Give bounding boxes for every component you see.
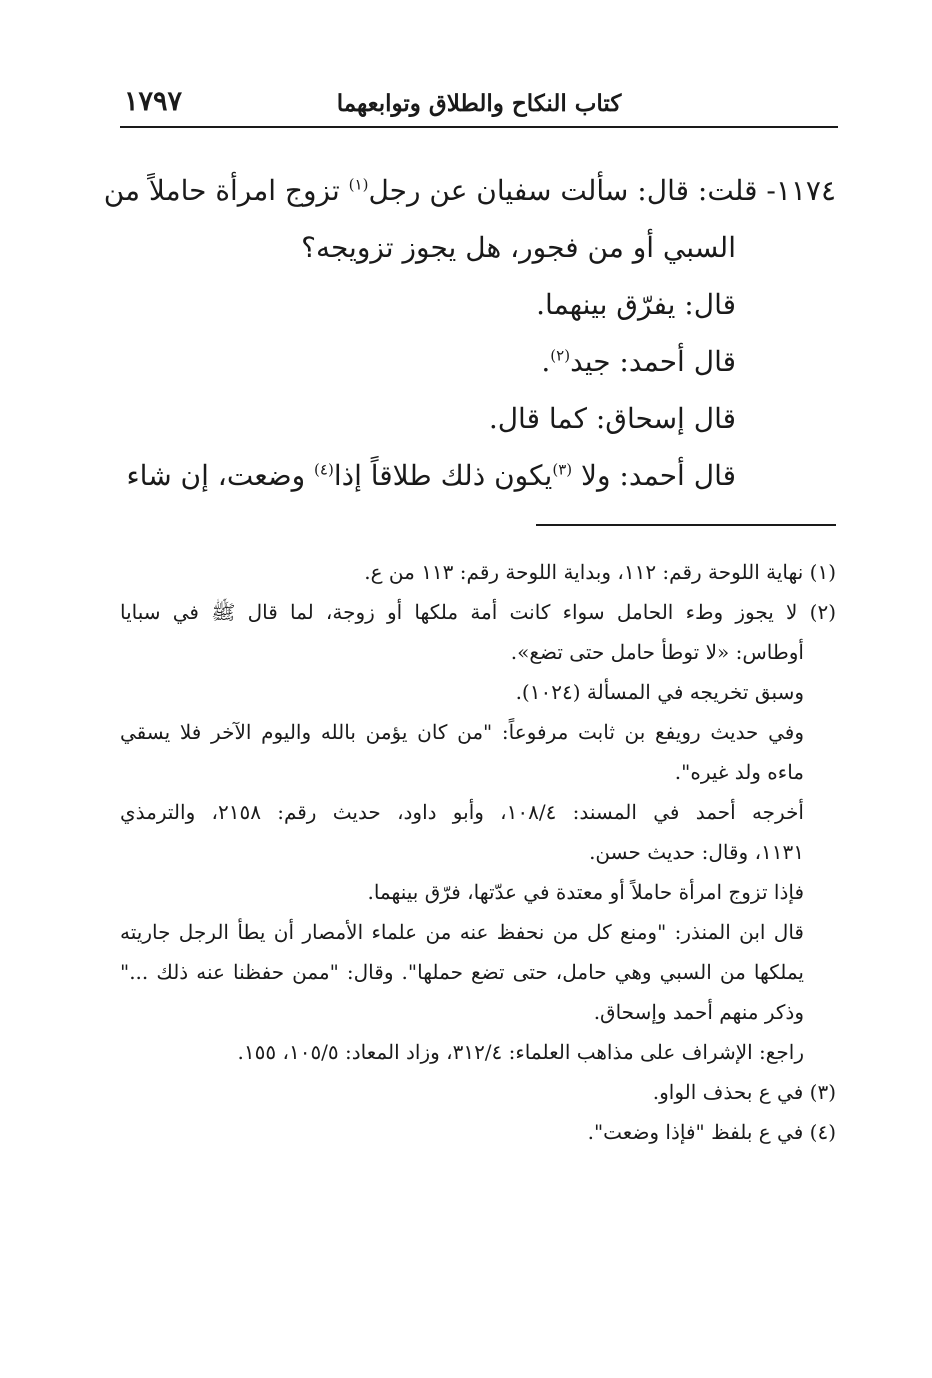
page-number: ١٧٩٧: [124, 86, 183, 117]
main-line-6-a: قال أحمد: ولا: [572, 459, 736, 492]
footnote-2-line-12: راجع: الإشراف على مذاهب العلماء: ٣١٢/٤، وزاد المعاد: ١٠٥/٥، ١٥٥.: [237, 1040, 804, 1064]
header-title: كتاب النكاح والطلاق وتوابعهما: [336, 90, 622, 117]
main-line-6-c: وضعت، إن شاء: [126, 459, 315, 492]
footnote-3: (٣) في ع بحذف الواو.: [652, 1080, 836, 1104]
main-line-4: [114, 334, 836, 391]
footnote-2-line-6: أخرجه أحمد في المسند: ١٠٨/٤، وأبو داود، حديث رقم: ٢١٥٨، والترمذي: [120, 800, 804, 824]
footnote-2-line-9: قال ابن المنذر: "ومنع كل من نحفظ عنه من علماء الأمصار أن يطأ الرجل جاريته: [120, 920, 804, 944]
main-text: [103, 163, 836, 505]
footnote-1: (١) نهاية اللوحة رقم: ١١٢، وبداية اللوحة رقم: ١١٣ من ع.: [364, 560, 836, 584]
footnote-2-line-2: أوطاس: «لا توطأ حامل حتى تضع».: [510, 640, 804, 664]
footnote-2-line-4: وفي حديث رويفع بن ثابت مرفوعاً: "من كان يؤمن بالله واليوم الآخر فلا يسقي: [120, 720, 804, 744]
main-line-3: قال: يفرّق بينهما.: [536, 288, 736, 321]
footnote-separator: [536, 524, 836, 526]
footnote-ref-2: (٢): [550, 346, 571, 365]
footnote-2-line-1: (٢) لا يجوز وطء الحامل سواء كانت أمة ملكها أو زوجة، لما قال ﷺ في سبايا: [120, 600, 837, 624]
main-line-2: السبي أو من فجور، هل يجوز تزويجه؟: [301, 231, 736, 264]
footnote-ref-1: (١): [348, 175, 369, 194]
footnotes: [120, 552, 836, 1152]
footnote-2-line-8: فإذا تزوج امرأة حاملاً أو معتدة في عدّتها، فرّق بينهما.: [367, 880, 804, 904]
footnote-2-line-3: وسبق تخريجه في المسألة (١٠٢٤).: [515, 680, 804, 704]
main-line-4-text: قال أحمد: جيد: [570, 345, 736, 378]
main-line-4-end: .: [541, 345, 551, 378]
main-line-5: قال إسحاق: كما قال.: [488, 402, 736, 435]
main-line-1: [103, 163, 836, 220]
main-line-1-rest: تزوج امرأة حاملاً من: [103, 174, 349, 207]
footnote-2-line-11: وذكر منهم أحمد وإسحاق.: [593, 1000, 804, 1024]
footnote-2-line-10: يملكها من السبي وهي حامل، حتى تضع حملها". وقال: "ممن حفظنا عنه ذلك ...": [120, 960, 804, 984]
footnote-ref-4: (٤): [314, 460, 334, 479]
main-line-6-b: يكون ذلك طلاقاً إذا: [333, 459, 553, 492]
main-line-1-text: ١١٧٤- قلت: قال: سألت سفيان عن رجل: [368, 174, 836, 207]
footnote-2-line-7: ١١٣١، وقال: حديث حسن.: [589, 840, 804, 864]
footnote-2-line-5: ماءه ولد غيره".: [674, 760, 804, 784]
footnote-4: (٤) في ع بلفظ "فإذا وضعت".: [587, 1120, 836, 1144]
running-header: [120, 86, 838, 128]
footnote-ref-3: (٣): [552, 460, 573, 479]
main-line-6: [114, 448, 836, 505]
